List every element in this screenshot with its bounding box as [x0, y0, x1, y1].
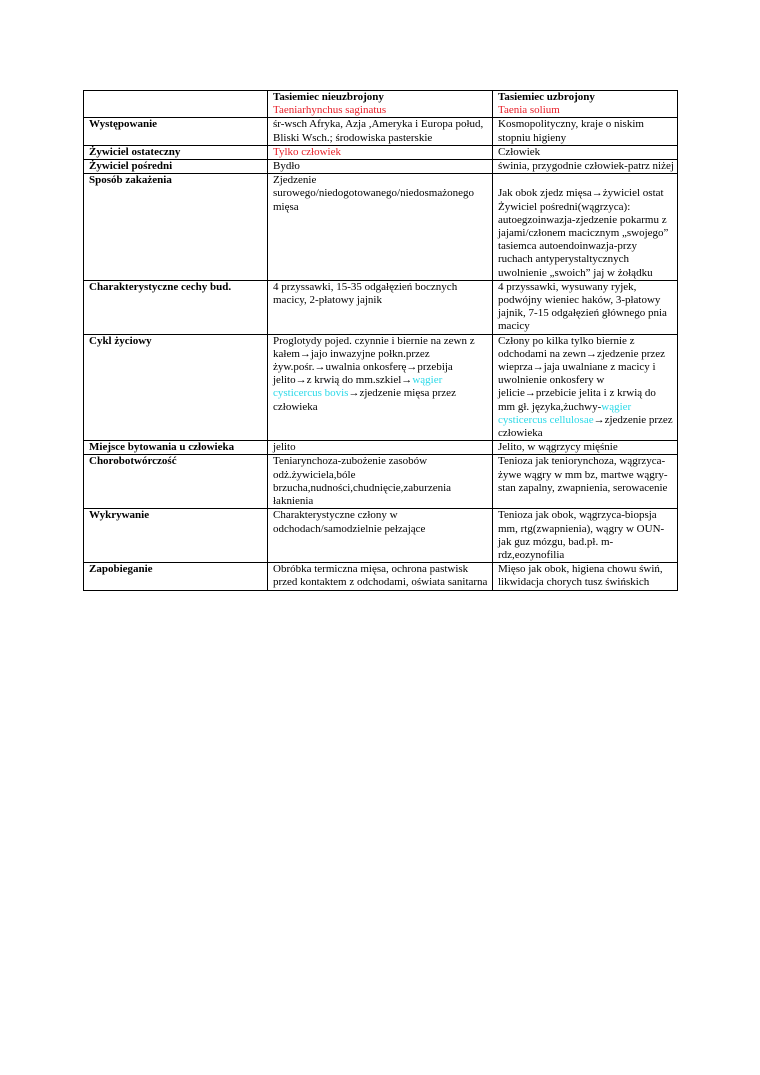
cell-text: Obróbka termiczna mięsa, ochrona pastwisk przed kontaktem z odchodami, oświata sanitarna — [273, 563, 488, 589]
armed-tapeworm-cell — [493, 160, 678, 174]
cell-text: Jak obok zjedz mięsa→żywiciel ostat Żywiciel pośredni(wągrzyca): autoegzoinwazja-zjedzenie pokarmu z jajami/członem macicznym „swojego” tasiemca autoendoinwazja-przy ruchach antyperystaltycznych uwolnienie „swoich” jaj w żołądku — [498, 187, 669, 279]
table-row — [84, 441, 678, 455]
latin-name: Taeniarhynchus saginatus — [273, 104, 387, 117]
header-unarmed-tapeworm — [268, 91, 493, 118]
row-label: Cykl życiowy — [84, 334, 268, 441]
row-label: Chorobotwórczość — [84, 455, 268, 509]
cell-text: śr-wsch Afryka, Azja ,Ameryka i Europa połud, Bliski Wsch.; środowiska pasterskie — [273, 118, 484, 144]
unarmed-tapeworm-cell — [268, 509, 493, 563]
row-label: Miejsce bytowania u człowieka — [84, 441, 268, 455]
armed-tapeworm-cell — [493, 455, 678, 509]
row-label: Żywiciel pośredni — [84, 160, 268, 174]
cell-text: Tenioza jak obok, wągrzyca-biopsja mm, rtg(zwapnienia), wągry w OUN-jak guz mózgu, bad.pł. m-rdz,eozynofilia — [498, 509, 665, 561]
unarmed-tapeworm-cell — [268, 441, 493, 455]
column-title: Tasiemiec nieuzbrojony — [273, 91, 384, 103]
table-row — [84, 174, 678, 281]
row-label: Charakterystyczne cechy bud. — [84, 280, 268, 334]
cell-text: Mięso jak obok, higiena chowu świń, likwidacja chorych tusz świńskich — [498, 563, 663, 589]
table-row — [84, 145, 678, 159]
unarmed-tapeworm-cell — [268, 334, 493, 441]
armed-tapeworm-cell — [493, 174, 678, 281]
row-label: Wykrywanie — [84, 509, 268, 563]
unarmed-tapeworm-cell — [268, 160, 493, 174]
corner-cell — [84, 91, 268, 118]
cell-text: Charakterystyczne człony w odchodach/samodzielnie pełzające — [273, 509, 426, 535]
row-label: Zapobieganie — [84, 563, 268, 590]
cell-text: Teniarynchoza-zubożenie zasobów odż.żywiciela,bóle brzucha,nudności,chudnięcie,zaburzenia łaknienia — [273, 455, 452, 508]
unarmed-tapeworm-cell — [268, 563, 493, 590]
table-row — [84, 118, 678, 145]
table-row — [84, 563, 678, 590]
header-row — [84, 91, 678, 118]
cell-text: świnia, przygodnie człowiek-patrz niżej — [498, 160, 674, 173]
cell-text: →zjedzenie mięsa przez człowieka — [273, 387, 456, 413]
highlighted-value: Tylko człowiek — [273, 145, 341, 158]
armed-tapeworm-cell — [493, 118, 678, 145]
unarmed-tapeworm-cell — [268, 145, 493, 159]
armed-tapeworm-cell — [493, 563, 678, 590]
table-row — [84, 160, 678, 174]
cell-text: Człowiek — [498, 145, 541, 158]
cell-text: Proglotydy pojed. czynnie i biernie na zewn z kałem→jajo inwazyjne połkn.przez żyw.pośr.→uwalnia onkosferę→przebija jelito→z krwią do mm.szkiel→ — [273, 334, 475, 387]
column-title: Tasiemiec uzbrojony — [498, 91, 595, 103]
armed-tapeworm-cell — [493, 280, 678, 334]
cell-text: Kosmopolityczny, kraje o niskim stopniu higieny — [498, 118, 644, 144]
header-armed-tapeworm — [493, 91, 678, 118]
armed-tapeworm-cell — [493, 334, 678, 441]
row-label: Występowanie — [84, 118, 268, 145]
table-row — [84, 280, 678, 334]
cell-text: 4 przyssawki, 15-35 odgałęzień bocznych macicy, 2-płatowy jajnik — [273, 280, 458, 307]
unarmed-tapeworm-cell — [268, 118, 493, 145]
cell-text: Tenioza jak teniorynchoza, wągrzyca-żywe wągry w mm bz, martwe wągry-stan zapalny, zwapnienia, serowacenie — [498, 455, 668, 494]
unarmed-tapeworm-cell — [268, 455, 493, 509]
unarmed-tapeworm-cell — [268, 280, 493, 334]
unarmed-tapeworm-cell — [268, 174, 493, 281]
armed-tapeworm-cell — [493, 509, 678, 563]
highlighted-term: wągier cysticercus cellulosae — [498, 400, 632, 426]
table-row — [84, 509, 678, 563]
armed-tapeworm-cell — [493, 145, 678, 159]
cell-text: 4 przyssawki, wysuwany ryjek, podwójny wieniec haków, 3-płatowy jajnik, 7-15 odgałęzień głównego pnia macicy — [498, 280, 667, 333]
armed-tapeworm-cell — [493, 441, 678, 455]
table-body — [84, 118, 678, 590]
latin-name: Taenia solium — [498, 104, 560, 117]
cell-text: Bydło — [273, 160, 300, 173]
cell-text: Zjedzenie surowego/niedogotowanego/niedosmażonego mięsa — [273, 174, 475, 213]
row-label: Żywiciel ostateczny — [84, 145, 268, 159]
comparison-table — [83, 90, 678, 591]
row-label: Sposób zakażenia — [84, 174, 268, 281]
table-row — [84, 334, 678, 441]
cell-text: Człony po kilka tylko biernie z odchodami na zewn→zjedzenie przez wieprza→jaja uwalniane z macicy i uwolnienie onkosfery w jelicie→przebicie jelita i z krwią do mm gł. języka,żuchwy- — [498, 334, 666, 413]
cell-text: jelito — [273, 441, 296, 454]
cell-text: →zjedzenie przez człowieka — [498, 413, 673, 440]
cell-text: Jelito, w wągrzycy mięśnie — [498, 441, 618, 454]
highlighted-term: wągier cysticercus bovis — [273, 374, 443, 400]
table-row — [84, 455, 678, 509]
